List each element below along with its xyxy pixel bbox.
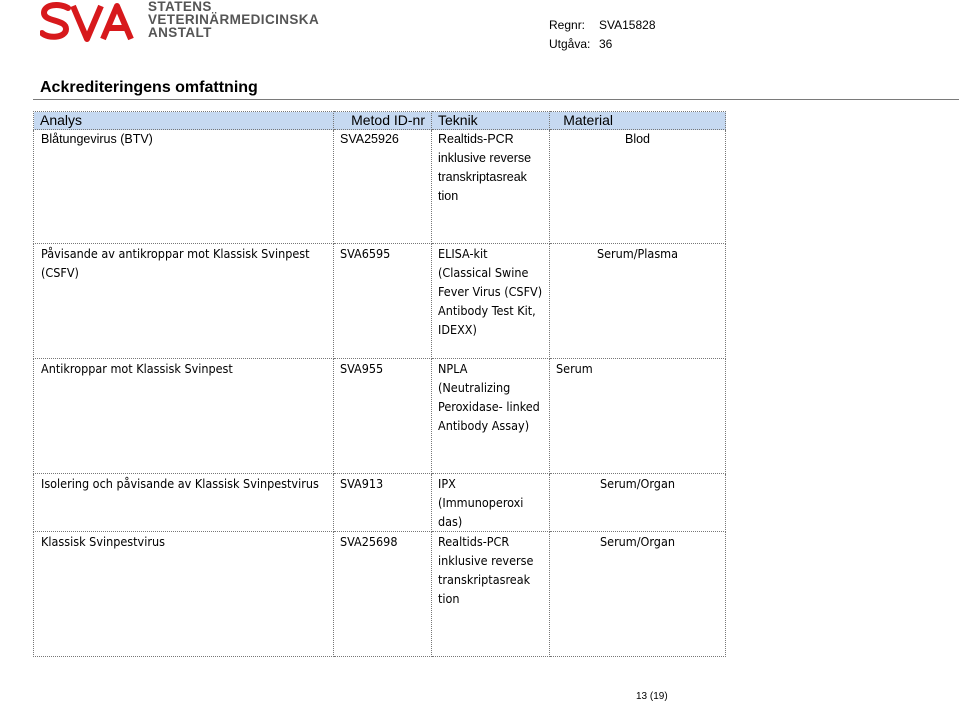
cell-analys: Blåtungevirus (BTV): [34, 130, 334, 244]
col-header-analys: Analys: [34, 112, 334, 130]
section-title: Ackrediteringens omfattning: [40, 79, 258, 96]
header-divider: [33, 99, 959, 100]
table-row: [34, 474, 726, 532]
table-row: [34, 359, 726, 474]
cell-material: Serum/Organ: [550, 532, 726, 657]
cell-analys: Påvisande av antikroppar mot Klassisk Svinpest (CSFV): [34, 244, 334, 359]
cell-metod: SVA6595: [334, 244, 432, 359]
sva-logo-mark: [40, 2, 140, 42]
cell-teknik: Realtids-PCR inklusive reverse transkriptasreak tion: [432, 130, 550, 244]
cell-material: Serum/Organ: [550, 474, 726, 532]
cell-analys: Isolering och påvisande av Klassisk Svinpestvirus: [34, 474, 334, 532]
cell-material: Serum: [550, 359, 726, 474]
regnr-value: SVA15828: [599, 18, 656, 32]
table-row: [34, 244, 726, 359]
cell-analys: Antikroppar mot Klassisk Svinpest: [34, 359, 334, 474]
cell-metod: SVA25926: [334, 130, 432, 244]
cell-teknik: NPLA (Neutralizing Peroxidase- linked Antibody Assay): [432, 359, 550, 474]
table-row: [34, 532, 726, 657]
table-row: [34, 130, 726, 244]
col-header-material: Material: [550, 112, 726, 130]
cell-teknik: ELISA-kit (Classical Swine Fever Virus (CSFV) Antibody Test Kit, IDEXX): [432, 244, 550, 359]
sva-logo: [40, 0, 320, 44]
utgava-row: [549, 35, 656, 54]
cell-metod: SVA913: [334, 474, 432, 532]
regnr-row: [549, 16, 656, 35]
cell-metod: SVA955: [334, 359, 432, 474]
cell-material: Serum/Plasma: [550, 244, 726, 359]
utgava-label: Utgåva:: [549, 37, 591, 51]
cell-material: Blod: [550, 130, 726, 244]
table-header-row: [34, 112, 726, 130]
col-header-teknik: Teknik: [432, 112, 550, 130]
cell-analys: Klassisk Svinpestvirus: [34, 532, 334, 657]
logo-text: STATENS VETERINÄRMEDICINSKA ANSTALT: [148, 0, 320, 40]
document-meta: [549, 16, 656, 54]
cell-teknik: IPX (Immunoperoxi das): [432, 474, 550, 532]
page-number: 13 (19): [636, 691, 668, 702]
cell-teknik: Realtids-PCR inklusive reverse transkriptasreak tion: [432, 532, 550, 657]
col-header-metod: Metod ID-nr: [334, 112, 432, 130]
regnr-label: Regnr:: [549, 18, 586, 32]
scope-table: [33, 111, 726, 657]
cell-metod: SVA25698: [334, 532, 432, 657]
utgava-value: 36: [599, 37, 613, 51]
